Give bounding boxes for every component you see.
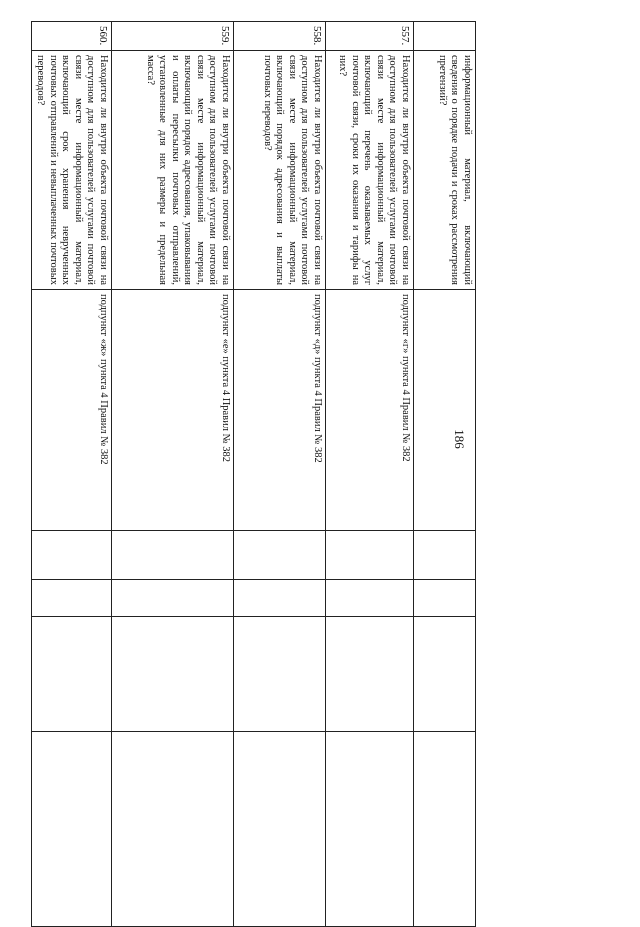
empty-cell	[326, 732, 414, 927]
legal-reference: подпункт «е» пункта 4 Правил № 382	[112, 290, 234, 531]
empty-cell	[32, 732, 112, 927]
row-number: 559.	[112, 22, 234, 51]
empty-cell	[112, 617, 234, 732]
table-row	[234, 22, 326, 927]
question-text: Находится ли внутри объекта почтовой связи на доступном для пользователей услугами почтовой связи месте информационный материал, включающий порядок адресования, упаковывания и оплаты пересылки почтовых отправлений, установленные для них размеры и предельная масса?	[112, 51, 234, 290]
table-row	[32, 22, 112, 927]
empty-cell	[234, 732, 326, 927]
table-row	[112, 22, 234, 927]
empty-cell	[234, 617, 326, 732]
row-number: 560.	[32, 22, 112, 51]
empty-cell	[32, 580, 112, 617]
empty-cell	[234, 531, 326, 580]
legal-reference: подпункт «г» пункта 4 Правил № 382	[326, 290, 414, 531]
empty-cell	[414, 617, 476, 732]
row-number: 557.	[326, 22, 414, 51]
empty-cell	[234, 580, 326, 617]
question-text: Находится ли внутри объекта почтовой связи на доступном для пользователей услугами почтовой связи месте информационный материал, включающий перечень оказываемых услуг почтовой связи, сроки их оказания и тарифы на них?	[326, 51, 414, 290]
empty-cell	[32, 617, 112, 732]
empty-cell	[32, 531, 112, 580]
page-number: 186	[452, 429, 467, 449]
empty-cell	[326, 617, 414, 732]
legal-reference	[414, 290, 476, 531]
empty-cell	[112, 732, 234, 927]
checklist-table-wrapper	[35, 21, 476, 897]
table-row	[326, 22, 414, 927]
empty-cell	[326, 580, 414, 617]
row-number: 558.	[234, 22, 326, 51]
question-text: информационный материал, включающий сведения о порядке подачи и сроках рассмотрения претензий?	[414, 51, 476, 290]
empty-cell	[414, 580, 476, 617]
empty-cell	[112, 580, 234, 617]
row-number	[414, 22, 476, 51]
empty-cell	[112, 531, 234, 580]
legal-reference: подпункт «д» пункта 4 Правил № 382	[234, 290, 326, 531]
checklist-table	[31, 21, 476, 927]
empty-cell	[326, 531, 414, 580]
empty-cell	[414, 732, 476, 927]
question-text: Находится ли внутри объекта почтовой связи на доступном для пользователей услугами почтовой связи месте информационный материал, включающий порядок адресования и выплаты почтовых переводов?	[234, 51, 326, 290]
empty-cell	[414, 531, 476, 580]
table-row	[414, 22, 476, 927]
question-text: Находится ли внутри объекта почтовой связи на доступном для пользователей услугами почтовой связи месте информационный материал, включающий срок хранения неврученных почтовых отправлений и невыплаченных почтовых переводов?	[32, 51, 112, 290]
legal-reference: подпункт «ж» пункта 4 Правил № 382	[32, 290, 112, 531]
